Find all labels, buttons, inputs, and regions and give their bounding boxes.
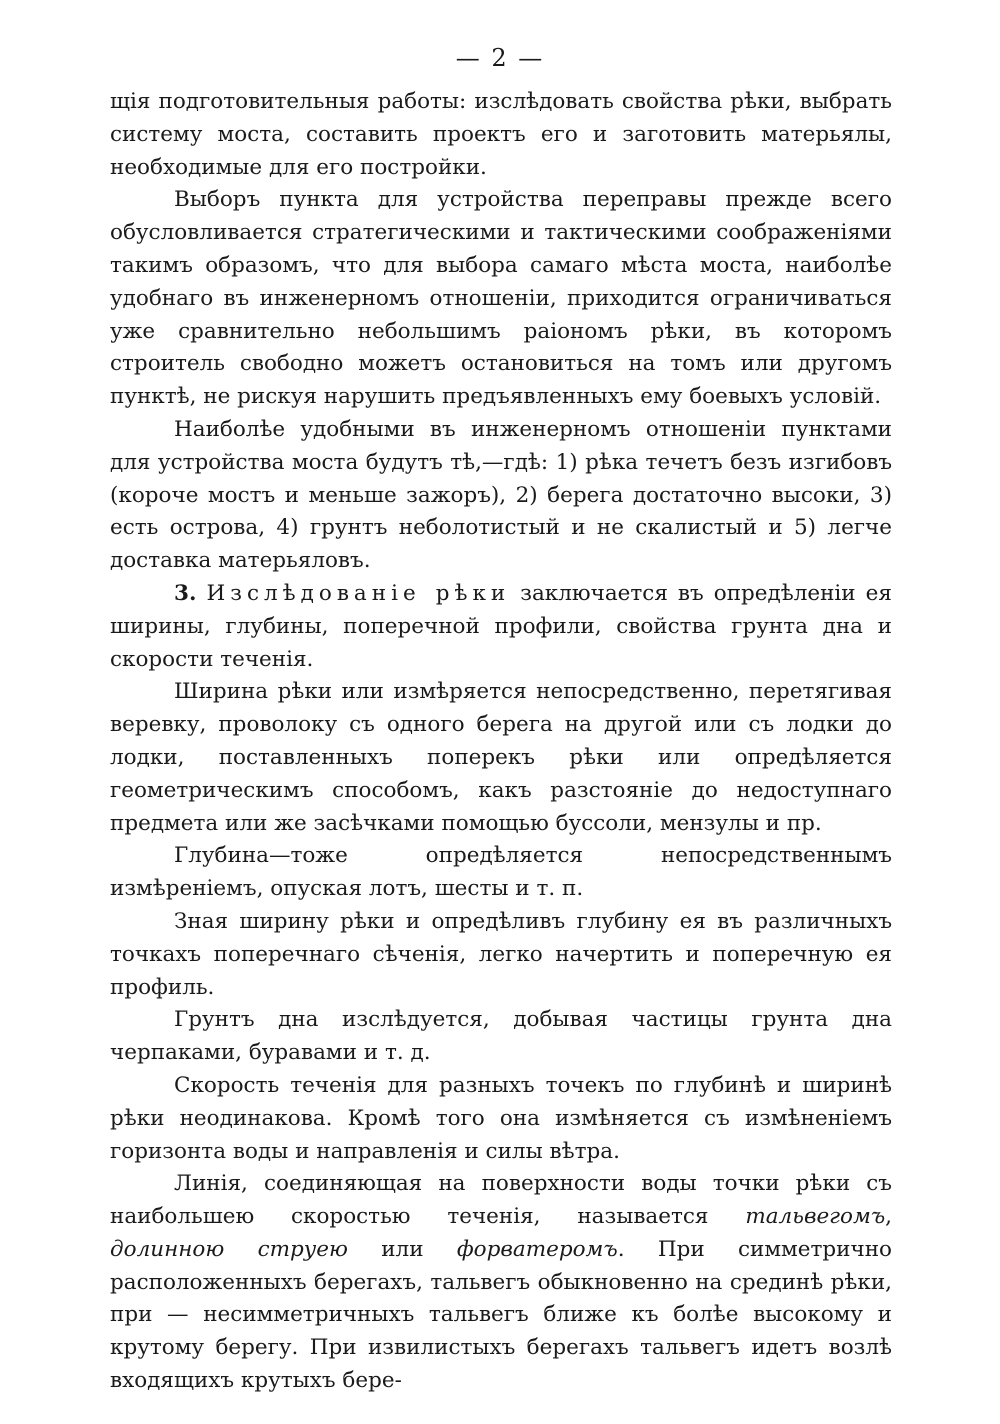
paragraph-bottom-soil: Грунтъ дна изслѣдуется, добывая частицы грунта дна черпаками, буравами и т. д.: [110, 1007, 892, 1066]
section-number: 3.: [174, 580, 197, 606]
paragraph-thalweg: [110, 1168, 892, 1398]
section-heading: Изслѣдованіе рѣки: [206, 580, 511, 606]
paragraph-continuation: щія подготовительныя работы: изслѣдовать свойства рѣки, выбрать систему моста, составить проектъ его и заготовить матерьялы, необходимые для его постройки.: [110, 89, 892, 180]
paragraph-crossing-site: Выборъ пункта для устройства переправы прежде всего обусловливается стратегическими и тактическими соображеніями такимъ образомъ, что для выбора самаго мѣста моста, наиболѣе удобнаго въ инженерномъ отношеніи, приходится ограничиваться уже сравнительно небольшимъ раіономъ рѣки, въ которомъ строитель свободно можетъ остановиться на томъ или другомъ пунктѣ, не рискуя нарушить предъявленныхъ ему боевыхъ условій.: [110, 187, 892, 410]
paragraph-river-depth: Глубина—тоже опредѣляется непосредственнымъ измѣреніемъ, опуская лотъ, шесты и т. п.: [110, 843, 892, 902]
body-text: [110, 86, 892, 1398]
thalweg-text-3: или: [381, 1236, 424, 1262]
paragraph-river-survey: [110, 578, 892, 676]
page-number: — 2 —: [455, 44, 545, 72]
term-fairway: форватеромъ: [456, 1236, 618, 1262]
thalweg-text-1: Линія, соединяющая на поверхности воды точки рѣки съ наибольшею скоростью теченія, называется: [110, 1171, 892, 1230]
section-text: заключается въ опредѣленіи ея ширины, глубины, поперечной профили, свойства грунта дна и скорости теченія.: [110, 580, 892, 672]
term-thalweg: тальвегомъ: [745, 1204, 886, 1230]
paragraph-river-width: Ширина рѣки или измѣряется непосредственно, перетягивая веревку, проволоку съ одного берега на другой или съ лодки до лодки, поставленныхъ поперекъ рѣки или опредѣляется геометрическимъ способомъ, какъ разстояніе до недоступнаго предмета или же засѣчками помощью буссоли, мензулы и пр.: [110, 679, 892, 836]
paragraph-convenient-points: Наиболѣе удобными въ инженерномъ отношеніи пунктами для устройства моста будутъ тѣ,—гдѣ: 1) рѣка течетъ безъ изгибовъ (короче мостъ и меньше зажоръ), 2) берега достаточно высоки, 3) есть острова, 4) грунтъ неболотистый и не скалистый и 5) легче доставка матерьяловъ.: [110, 416, 892, 574]
thalweg-text-2: ,: [885, 1204, 892, 1230]
thalweg-text-4: . При симметрично расположенныхъ берегахъ, тальвегъ обыкновенно на срединѣ рѣки, при — несимметричныхъ тальвегъ ближе къ болѣе высокому и крутому берегу. При извилистыхъ берегахъ тальвегъ идетъ возлѣ входящихъ крутыхъ бере-: [110, 1236, 892, 1394]
paragraph-cross-profile: Зная ширину рѣки и опредѣливъ глубину ея въ различныхъ точкахъ поперечнаго сѣченія, легко начертить и поперечную ея профиль.: [110, 908, 892, 1000]
paragraph-current-speed: Скорость теченія для разныхъ точекъ по глубинѣ и ширинѣ рѣки неодинакова. Кромѣ того она измѣняется съ измѣненіемъ горизонта воды и направленія и силы вѣтра.: [110, 1072, 892, 1164]
term-valley-stream: долинною струею: [110, 1236, 348, 1262]
